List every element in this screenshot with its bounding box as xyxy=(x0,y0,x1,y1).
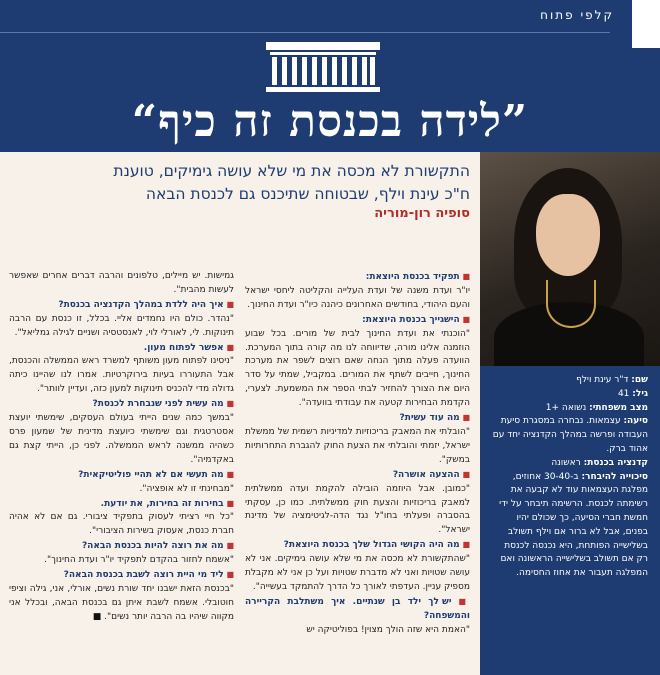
profile-term: קדנציה בכנסת: ראשונה xyxy=(551,457,648,468)
header-divider xyxy=(0,32,610,33)
corner-tab xyxy=(630,0,660,48)
subtitle-line: התקשורת לא מכסה את מי שלא עושה גימיקים, טוענת xyxy=(113,162,470,180)
portrait-necklace xyxy=(546,280,596,328)
article-column-left xyxy=(9,270,234,625)
answer: "שהתקשורת לא מכסה את מי שלא עושה גימיקים. אני לא עושה שטויות ואני לא מדברת שטויות ועל כן אני לא מקבלת מספיק עניין. העדפתי לאורך כל הדרך להתמקד בעשייה". xyxy=(245,554,470,592)
answer: "כל חיי רציתי לעסוק בתפקיד ציבורי. גם אם לא אהיה חברת כנסת, אעסוק בשירות הציבורי". xyxy=(9,512,234,537)
profile-party: סיעה: עצמאות. נבחרה במסגרת סיעת העבודה ופרשה במהלך הקדנציה יחד עם אהוד ברק. xyxy=(492,416,648,454)
question: ■ מה את רוצה להיות בכנסת הבאה? xyxy=(9,539,234,554)
answer: יו"ר ועדת משנה של ועדת העלייה והקליטה ליחסי ישראל והעם היהודי, בחודשים האחרונים כיהנה כיו"ר ועדת החינוך. xyxy=(245,285,470,310)
portrait-photo xyxy=(480,152,660,366)
answer: "בכנסת הזאת ישבנו יחד שורת נשים, אורלי, אני, גילה וציפי חוטובלי. אשמח לשבת איתן גם בכנסת הבאה, ובכלל אני מקווה שיהיו בה הרבה יותר נשים". xyxy=(9,583,234,622)
answer: גמישות. יש מיילים, טלפונים והרבה דברים אחרים שאפשר לעשות מהבית". xyxy=(9,271,234,295)
answer: "במשך כמה שנים הייתי בעולם העסקים, שימשתי יועצת אסטרטגית וגם שימשתי כיועצת מדינית של שמעון פרס כשהיה ממשנה לראש הממשלה. לפני כן, הייתי קצת גם באקדמיה". xyxy=(9,413,234,465)
answer: "אשמח לחזור בהקדם לתפקיד יו"ר ועדת החינוך". xyxy=(44,555,234,566)
profile-family: מצב משפחתי: נשואה +1 xyxy=(545,402,648,413)
question: ■ ההצעה אושרה? xyxy=(245,468,470,483)
question: ■ מה עשית לפני שנבחרת לכנסת? xyxy=(9,397,234,412)
answer: "מבחינתי זו לא אופציה". xyxy=(139,483,234,494)
article-column-right xyxy=(245,270,470,638)
question: ■ אפשר לפתוח מעון. xyxy=(9,341,234,356)
question: ■ ליד מי היית רוצה לשבת בכנסת הבאה? xyxy=(9,568,234,583)
profile-name: שם: ד"ר עינת וילף xyxy=(576,375,648,385)
answer: "האמת היא שזה הולך מצוין! בפוליטיקה יש xyxy=(306,624,470,635)
section-label: קלפי פתוח xyxy=(540,8,614,22)
answer: "כמובן. אבל היוזמה הובילה להקמת ועדה ממשלתית למאבק בריכוזיות והצעת חוק ממשלתית. כמו כן, עסקתי בהסברה ופעלתי בחו"ל נגד הדה-לגיטימציה של מדינת ישראל". xyxy=(245,483,470,536)
profile-chances: סיכוייה להיבחר: ב-30-40 אחוזים, מפלגת העצמאות עוד לא קבעה את רשימתה לכנסת. הרשימה תיבחר על ידי חמשת חברי הסיעה, כך שכולם יהיו בפנים, אבל לא ברור אם וילף תשולב בשלישייה הפותחת, היא נכנסה לכנסת רק אם תשולב בשלישייה הראשונה ואם המפלגה תעבור את אחוז החסימה. xyxy=(499,471,648,579)
question: ■ יש לך ילד בן שנתיים. איך משתלבת הקריירה והמשפחה? xyxy=(245,595,470,624)
question: ■ הישגייך בכנסת היוצאת: xyxy=(245,313,470,328)
question: ■ איך היה ללדת במהלך הקדנציה בכנסת? xyxy=(9,298,234,313)
question: ■ בחירות זה בחירות, את יודעת. xyxy=(9,497,234,512)
byline: סופיה רון-מוריה xyxy=(374,206,470,221)
portrait-face xyxy=(536,194,600,276)
answer: "נהדר. כולם היו נחמדים אליי. בכלל, זו כנסת עם הרבה תינוקות. לי, לאורלי לוי, לאנסטסיה ושניים לגילה גמליאל". xyxy=(9,313,234,338)
question: ■ תפקיד בכנסת היוצאת: xyxy=(245,270,470,285)
end-mark-icon: ■ xyxy=(92,611,102,622)
question: ■ מה תעשי אם לא תהיי פוליטיקאית? xyxy=(9,468,234,483)
answer: "הובלתי את המאבק בריכוזיות למדיניות רשמית של ממשלת ישראל, יזמתי והובלתי את הצעת החוק להגברת התחרותיות במשק". xyxy=(245,426,470,465)
question: ■ מה עוד עשית? xyxy=(245,411,470,426)
question: ■ מה היה הקושי הגדול שלך בכנסת היוצאת? xyxy=(245,538,470,553)
answer: "ניסינו לפתוח מעון משותף למשרד ראש הממשלה והכנסת, אבל התעוררו בעיות בירוקרטיות. אמרו לנו שהיינו כיתה גדולה מדי להכניס תינוקות למעון כזה, ועדיין לוותר". xyxy=(9,356,234,395)
profile-box xyxy=(490,374,648,581)
profile-age: גיל: 41 xyxy=(617,388,648,399)
page-title: ”לידה בכנסת זה כיף“ xyxy=(131,96,529,147)
article-subtitle xyxy=(8,160,470,206)
subtitle-line: ח"כ עינת וילף, שבטוחה שתיכנס גם לכנסת הבאה xyxy=(145,185,470,203)
knesset-building-icon xyxy=(266,42,380,92)
answer: "הוכנתי את ועדת החינוך לבית של מורים. בכל שבוע הוזמנה אלינו מורה, שדיווחה לנו מה קורה בתוך המערכת. הוועדה פעלה מתוך הנחה שאם רוצים לשפר את מערכת החינוך, חייבים לשתף את המורים. במקביל, שמתי על סדר היום את הצורך להחזיר לבתי הספר את המשמעת. לצערי, הקדמת הבחירות קטעה את עבודתי בוועדה". xyxy=(245,328,470,409)
